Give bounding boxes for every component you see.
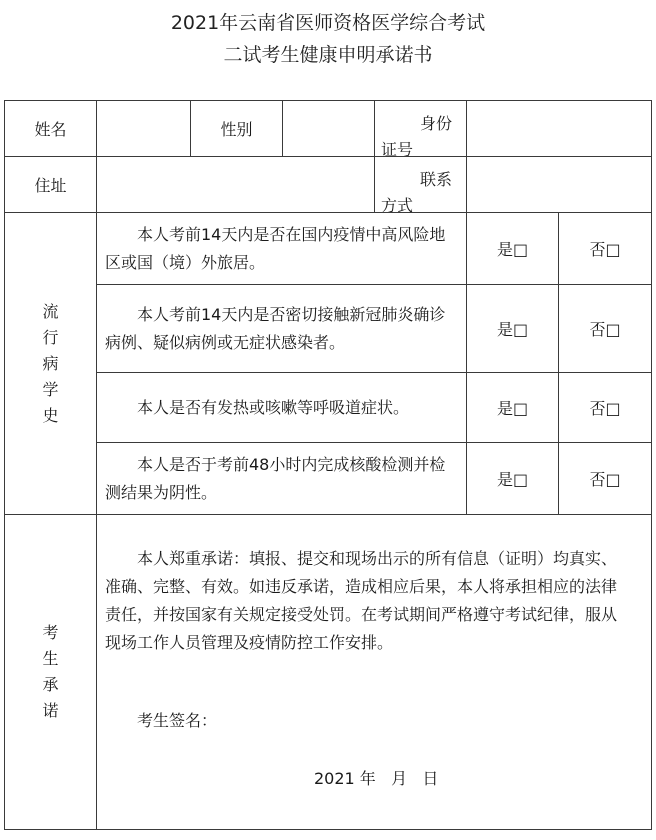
date-line[interactable]: 2021 年 月 日 [314,769,439,788]
history-question: 本人是否有发热或咳嗽等呼吸道症状。 [96,372,466,442]
yes-checkbox[interactable]: 是□ [466,442,558,514]
gender-field[interactable] [282,100,374,156]
pledge-content [96,514,652,830]
contact-label: 联系 方式 [374,156,466,212]
form-subtitle: 二试考生健康申明承诺书 [223,44,433,66]
name-label: 姓名 [4,100,96,156]
no-checkbox[interactable]: 否□ [558,284,652,372]
epidemiological-history-label: 流 行 病 学 史 [4,212,96,514]
yes-checkbox[interactable]: 是□ [466,212,558,284]
form-title: 2021年云南省医师资格医学综合考试 [170,12,486,34]
no-checkbox[interactable]: 否□ [558,372,652,442]
history-question: 本人考前14天内是否密切接触新冠肺炎确诊病例、疑似病例或无症状感染者。 [96,284,466,372]
signature-label[interactable]: 考生签名： [137,711,218,730]
history-question: 本人考前14天内是否在国内疫情中高风险地区或国（境）外旅居。 [96,212,466,284]
contact-field[interactable] [466,156,652,212]
no-checkbox[interactable]: 否□ [558,212,652,284]
history-question: 本人是否于考前48小时内完成核酸检测并检测结果为阴性。 [96,442,466,514]
yes-checkbox[interactable]: 是□ [466,284,558,372]
name-field[interactable] [96,100,190,156]
address-field[interactable] [96,156,374,212]
pledge-text: 本人郑重承诺：填报、提交和现场出示的所有信息（证明）均真实、准确、完整、有效。如违反承诺，造成相应后果，本人将承担相应的法律责任，并按国家有关规定接受处罚。在考试期间严格遵守考试纪律，服从现场工作人员管理及疫情防控工作安排。 [105,549,618,652]
yes-checkbox[interactable]: 是□ [466,372,558,442]
id-number-field[interactable] [466,100,652,156]
pledge-label: 考 生 承 诺 [4,514,96,830]
gender-label: 性别 [190,100,282,156]
address-label: 住址 [4,156,96,212]
no-checkbox[interactable]: 否□ [558,442,652,514]
id-number-label: 身份 证号 [374,100,466,156]
